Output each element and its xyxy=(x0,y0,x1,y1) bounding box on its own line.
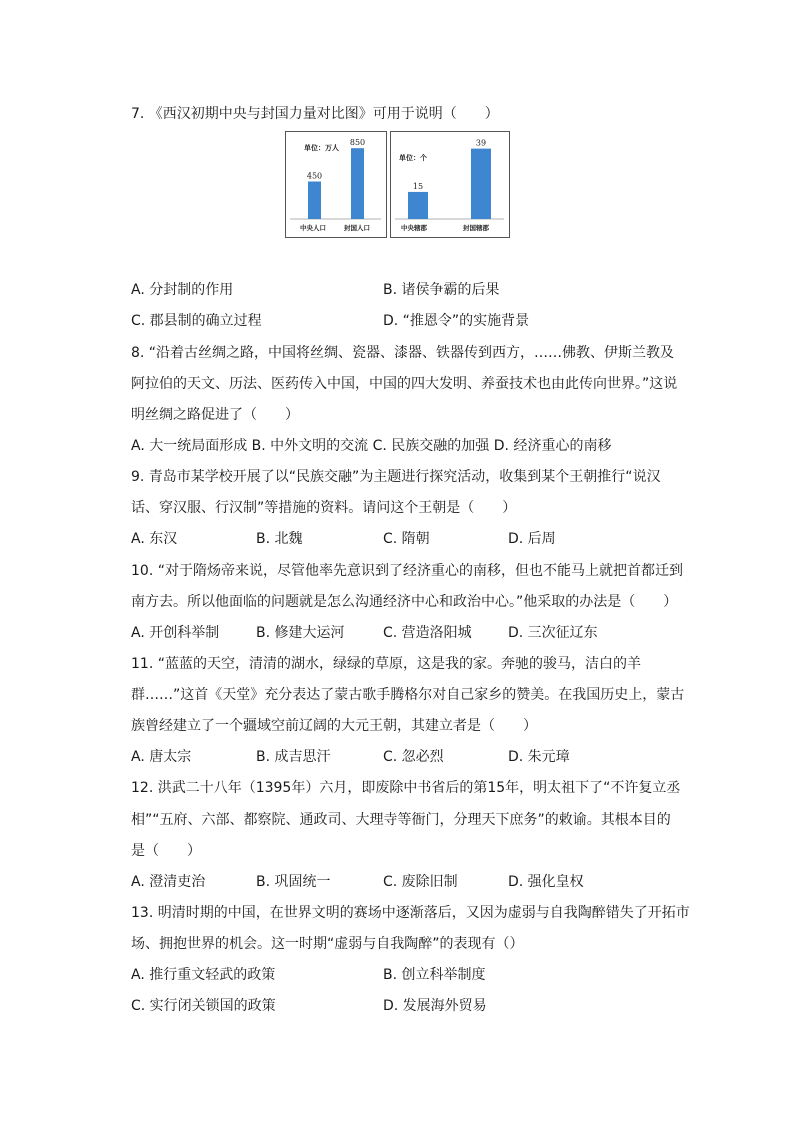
q13-option-b: B. 创立科举制度 xyxy=(383,967,486,983)
q10-line-2: 南方去。所以他面临的问题就是怎么沟通经济中心和政治中心。”他采取的办法是（ ） xyxy=(131,594,678,610)
chart-population xyxy=(285,131,387,238)
q7-option-d: D. “推恩令”的实施背景 xyxy=(383,313,530,329)
q10-option-c: C. 营造洛阳城 xyxy=(383,625,472,641)
chart-bar xyxy=(351,148,364,219)
q11-line-1: 11. “蓝蓝的天空，清清的湖水，绿绿的草原，这是我的家。奔驰的骏马，洁白的羊 xyxy=(131,656,641,672)
chart-commanderies xyxy=(390,131,510,238)
q11-line-2: 群……”这首《天堂》充分表达了蒙古歌手腾格尔对自己家乡的赞美。在我国历史上，蒙古 xyxy=(131,687,685,703)
q9-option-a: A. 东汉 xyxy=(131,531,178,547)
q9-option-c: C. 隋朝 xyxy=(383,531,430,547)
chart-bar-value: 450 xyxy=(306,171,323,181)
q12-option-a: A. 澄清吏治 xyxy=(131,874,206,890)
q11-line-3: 族曾经建立了一个疆域空前辽阔的大元王朝，其建立者是（ ） xyxy=(131,718,537,734)
q11-option-d: D. 朱元璋 xyxy=(508,749,570,765)
q13-option-a: A. 推行重文轻武的政策 xyxy=(131,967,276,983)
q12-line-3: 是（ ） xyxy=(131,843,201,859)
q8-options: A. 大一统局面形成 B. 中外文明的交流 C. 民族交融的加强 D. 经济重心的南移 xyxy=(131,438,612,454)
q12-line-1: 12. 洪武二十八年（1395年）六月，即废除中书省后的第15年，明太祖下了“不许复立丞 xyxy=(131,780,681,796)
chart-category-label: 封国人口 xyxy=(344,224,370,232)
q7-option-a: A. 分封制的作用 xyxy=(131,282,234,298)
q9-option-b: B. 北魏 xyxy=(256,531,303,547)
q11-option-a: A. 唐太宗 xyxy=(131,749,192,765)
chart-bar-value: 39 xyxy=(475,138,487,148)
chart-category-label: 封国辖郡 xyxy=(463,224,489,232)
q8-line-2: 阿拉伯的天文、历法、医药传入中国，中国的四大发明、养蚕技术也由此传向世界。”这说 xyxy=(131,376,678,392)
chart-bar xyxy=(408,192,428,219)
q7-option-c: C. 郡县制的确立过程 xyxy=(131,313,262,329)
q13-option-c: C. 实行闭关锁国的政策 xyxy=(131,998,276,1014)
q9-line-1: 9. 青岛市某学校开展了以“民族交融”为主题进行探究活动，收集到某个王朝推行“说汉 xyxy=(131,469,661,485)
chart-commanderies-svg xyxy=(391,132,508,236)
q12-option-b: B. 巩固统一 xyxy=(256,874,331,890)
q8-line-1: 8. “沿着古丝绸之路，中国将丝绸、瓷器、漆器、铁器传到西方，……佛教、伊斯兰教及 xyxy=(131,345,675,361)
q13-line-1: 13. 明清时期的中国，在世界文明的赛场中逐渐落后，又因为虚弱与自我陶醉错失了开拓市 xyxy=(131,905,690,921)
q13-line-2: 场、拥抱世界的机会。这一时期“虚弱与自我陶醉”的表现有（） xyxy=(131,936,524,952)
chart-bar xyxy=(308,182,321,220)
chart-unit-label: 单位：万人 xyxy=(304,144,339,152)
chart-category-label: 中央人口 xyxy=(300,224,326,232)
q10-option-b: B. 修建大运河 xyxy=(256,625,345,641)
q13-option-d: D. 发展海外贸易 xyxy=(383,998,487,1014)
chart-bar-value: 850 xyxy=(349,138,366,148)
q8-line-3: 明丝绸之路促进了（ ） xyxy=(131,407,299,423)
q12-line-2: 相”“五府、六部、都察院、通政司、大理寺等衙门，分理天下庶务”的敕谕。其根本目的 xyxy=(131,812,671,828)
q11-option-c: C. 忽必烈 xyxy=(383,749,444,765)
chart-population-svg xyxy=(286,132,385,236)
chart-bar-value: 15 xyxy=(412,181,424,191)
q9-option-d: D. 后周 xyxy=(508,531,556,547)
q7-option-b: B. 诸侯争霸的后果 xyxy=(383,282,500,298)
chart-category-label: 中央辖郡 xyxy=(401,224,427,232)
chart-bar xyxy=(471,149,491,219)
q12-option-c: C. 废除旧制 xyxy=(383,874,458,890)
q11-option-b: B. 成吉思汗 xyxy=(256,749,331,765)
chart-unit-label: 单位：个 xyxy=(399,154,427,162)
q10-option-d: D. 三次征辽东 xyxy=(508,625,598,641)
q9-line-2: 话、穿汉服、行汉制”等措施的资料。请问这个王朝是（ ） xyxy=(131,500,517,516)
q10-line-1: 10. “对于隋炀帝来说，尽管他率先意识到了经济重心的南移，但也不能马上就把首都迁到 xyxy=(131,563,683,579)
q12-option-d: D. 强化皇权 xyxy=(508,874,584,890)
q10-option-a: A. 开创科举制 xyxy=(131,625,220,641)
q7-stem: 7. 《西汉初期中央与封国力量对比图》可用于说明（ ） xyxy=(131,106,499,122)
